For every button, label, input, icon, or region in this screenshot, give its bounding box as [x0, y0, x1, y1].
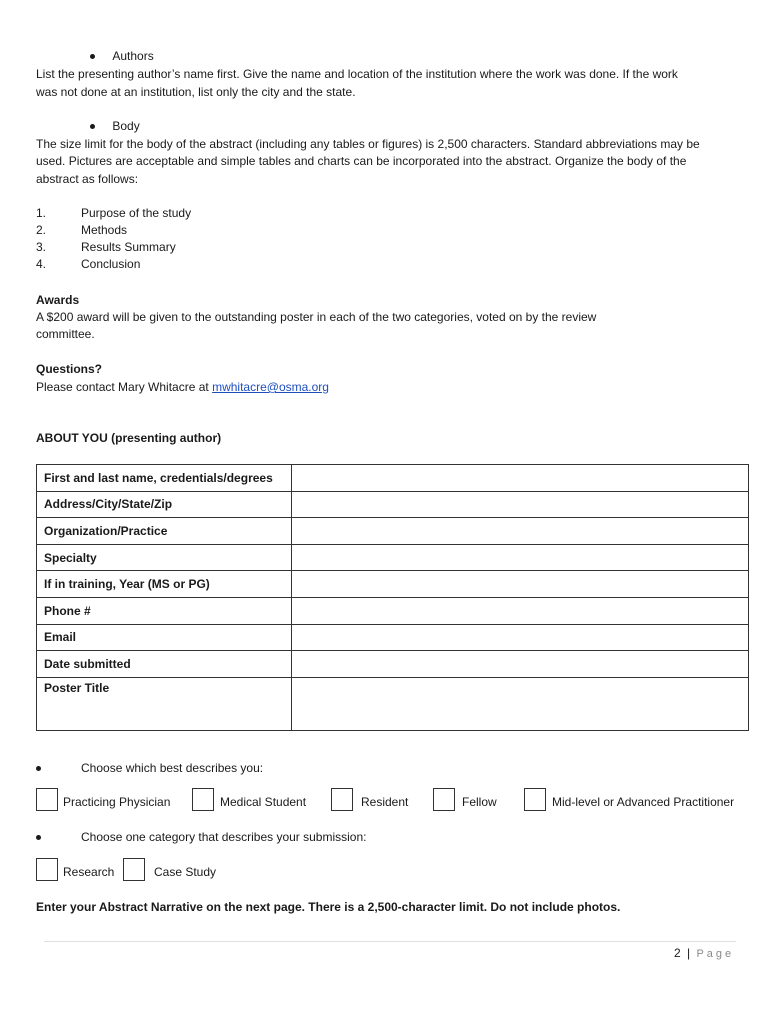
list-text: Methods: [81, 223, 128, 237]
list-number: 1.: [36, 206, 47, 220]
field-label: Specialty: [37, 544, 292, 571]
field-value-cell[interactable]: [292, 624, 749, 651]
table-row: [37, 571, 749, 598]
page-number: 2: [674, 946, 681, 960]
field-label: First and last name, credentials/degrees: [37, 465, 292, 492]
case-study-checkbox[interactable]: [123, 858, 145, 881]
awards-heading: Awards: [36, 293, 80, 307]
list-number: 4.: [36, 257, 47, 271]
field-value-cell[interactable]: [292, 491, 749, 518]
field-label: Phone #: [37, 597, 292, 624]
field-value-cell[interactable]: [292, 571, 749, 598]
field-label: Address/City/State/Zip: [37, 491, 292, 518]
checkbox-label: Resident: [361, 795, 409, 809]
list-text: Purpose of the study: [81, 206, 192, 220]
authors-heading: Authors: [112, 49, 154, 63]
field-value-cell[interactable]: [292, 544, 749, 571]
fellow-checkbox[interactable]: [433, 788, 455, 811]
list-number: 3.: [36, 240, 47, 254]
field-value-cell[interactable]: [292, 651, 749, 678]
list-item: [36, 222, 127, 239]
table-row: [37, 491, 749, 518]
practicing-physician-checkbox[interactable]: [36, 788, 58, 811]
list-text: Results Summary: [81, 240, 176, 254]
list-item: [36, 256, 140, 273]
authors-bullet-item: [90, 48, 154, 65]
describe-prompt: Choose which best describes you:: [81, 761, 264, 775]
checkbox-label: Fellow: [462, 795, 497, 809]
list-item: [36, 205, 191, 222]
field-value-cell[interactable]: [292, 465, 749, 492]
checkbox-label: Case Study: [154, 865, 217, 879]
checkbox-label: Practicing Physician: [63, 795, 171, 809]
list-number: 2.: [36, 223, 47, 237]
describe-bullet-item: [36, 760, 264, 777]
table-row: [37, 597, 749, 624]
table-row: [37, 518, 749, 545]
bullet-icon: [36, 835, 41, 840]
field-value-cell[interactable]: [292, 677, 749, 730]
field-label: Email: [37, 624, 292, 651]
questions-text: Please contact Mary Whitacre at: [36, 380, 213, 394]
body-line-1: The size limit for the body of the abstract (including any tables or figures) is 2,500 characters. Standard abbreviations may be: [36, 137, 700, 151]
awards-line-2: committee.: [36, 327, 95, 341]
mid-level-practitioner-checkbox[interactable]: [524, 788, 546, 811]
abstract-instruction: Enter your Abstract Narrative on the next page. There is a 2,500-character limit. Do not include photos.: [36, 900, 621, 914]
category-prompt: Choose one category that describes your submission:: [81, 830, 367, 844]
footer-divider: [44, 941, 736, 942]
awards-line-1: A $200 award will be given to the outstanding poster in each of the two categories, voted on by the review: [36, 310, 597, 324]
body-heading: Body: [112, 119, 140, 133]
field-value-cell[interactable]: [292, 597, 749, 624]
research-checkbox[interactable]: [36, 858, 58, 881]
bullet-icon: [90, 54, 95, 59]
field-label: Poster Title: [37, 677, 292, 730]
authors-line-1: List the presenting author’s name first. Give the name and location of the institution where the work was done. If the work: [36, 67, 678, 81]
table-row: [37, 624, 749, 651]
resident-checkbox[interactable]: [331, 788, 353, 811]
field-value-cell[interactable]: [292, 518, 749, 545]
field-label: Organization/Practice: [37, 518, 292, 545]
bullet-icon: [90, 124, 95, 129]
page-footer: [674, 945, 731, 963]
body-line-3: abstract as follows:: [36, 172, 139, 186]
table-row: [37, 544, 749, 571]
body-bullet-item: [90, 118, 140, 135]
checkbox-label: Medical Student: [220, 795, 307, 809]
table-row: [37, 651, 749, 678]
field-label: Date submitted: [37, 651, 292, 678]
medical-student-checkbox[interactable]: [192, 788, 214, 811]
page-label: P a g e: [696, 948, 732, 960]
body-line-2: used. Pictures are acceptable and simple tables and charts can be incorporated into the abstract. Organize the body of the: [36, 154, 687, 168]
table-row: [37, 465, 749, 492]
list-item: [36, 239, 176, 256]
checkbox-label: Mid-level or Advanced Practitioner: [552, 795, 735, 809]
table-row: [37, 677, 749, 730]
category-bullet-item: [36, 829, 367, 846]
author-info-table: [36, 464, 749, 731]
checkbox-label: Research: [63, 865, 115, 879]
field-label: If in training, Year (MS or PG): [37, 571, 292, 598]
bullet-icon: [36, 766, 41, 771]
about-heading: ABOUT YOU (presenting author): [36, 431, 222, 445]
questions-line: [36, 379, 329, 396]
email-link[interactable]: mwhitacre@osma.org: [212, 380, 329, 394]
list-text: Conclusion: [81, 257, 141, 271]
footer-separator: |: [687, 946, 691, 960]
questions-heading: Questions?: [36, 362, 103, 376]
authors-line-2: was not done at an institution, list only the city and the state.: [36, 85, 356, 99]
